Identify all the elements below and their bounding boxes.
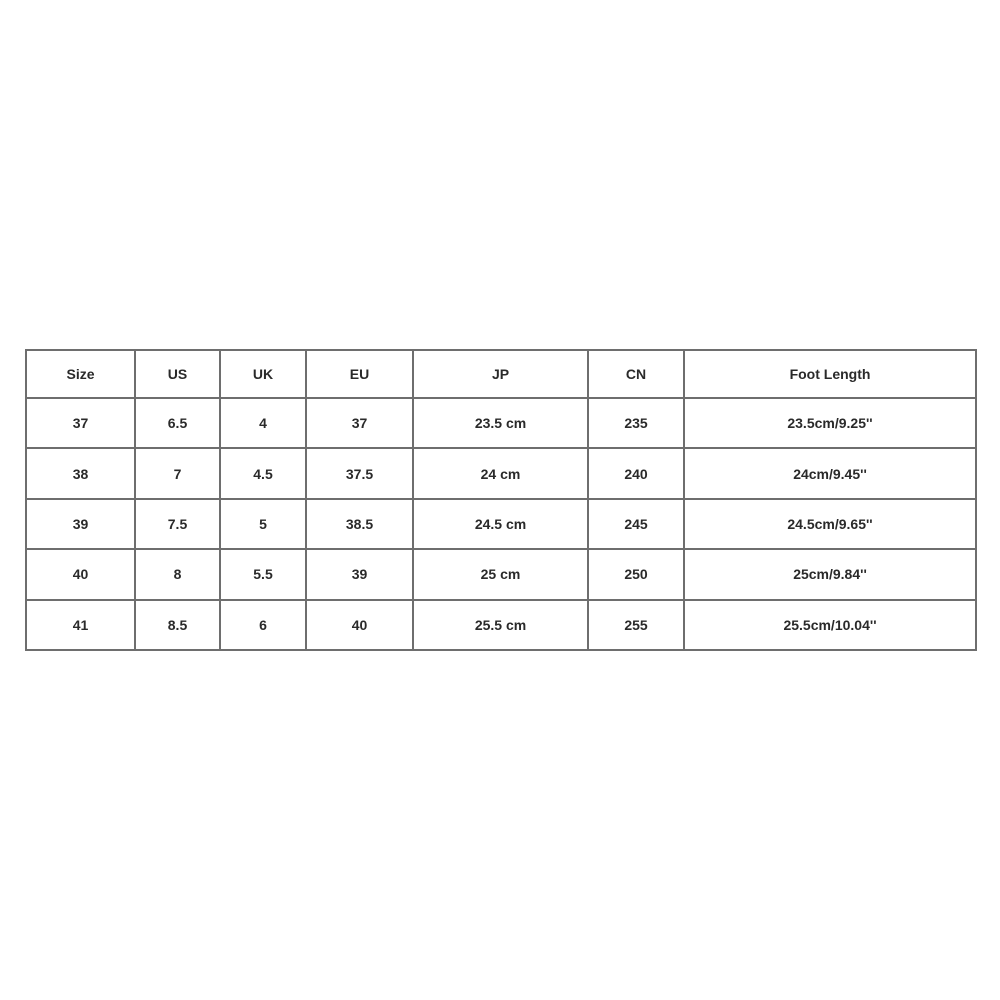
cell-size: 41 [26, 600, 135, 650]
table-row [26, 398, 976, 448]
cell-cn: 255 [588, 600, 684, 650]
table-row [26, 600, 976, 650]
table-row [26, 448, 976, 498]
cell-foot-length: 24cm/9.45'' [684, 448, 976, 498]
header-foot-length: Foot Length [684, 350, 976, 398]
header-row [26, 350, 976, 398]
size-chart-table [25, 349, 977, 651]
cell-us: 8 [135, 549, 220, 599]
cell-uk: 5 [220, 499, 306, 549]
cell-jp: 23.5 cm [413, 398, 588, 448]
cell-uk: 6 [220, 600, 306, 650]
header-cn: CN [588, 350, 684, 398]
cell-eu: 38.5 [306, 499, 413, 549]
cell-us: 7 [135, 448, 220, 498]
cell-size: 37 [26, 398, 135, 448]
cell-size: 40 [26, 549, 135, 599]
cell-foot-length: 23.5cm/9.25'' [684, 398, 976, 448]
cell-cn: 235 [588, 398, 684, 448]
header-us: US [135, 350, 220, 398]
cell-eu: 37.5 [306, 448, 413, 498]
cell-foot-length: 25cm/9.84'' [684, 549, 976, 599]
cell-eu: 39 [306, 549, 413, 599]
header-jp: JP [413, 350, 588, 398]
cell-uk: 5.5 [220, 549, 306, 599]
cell-jp: 24.5 cm [413, 499, 588, 549]
cell-cn: 240 [588, 448, 684, 498]
cell-uk: 4.5 [220, 448, 306, 498]
cell-jp: 24 cm [413, 448, 588, 498]
cell-us: 8.5 [135, 600, 220, 650]
table-row [26, 499, 976, 549]
header-eu: EU [306, 350, 413, 398]
cell-size: 39 [26, 499, 135, 549]
cell-foot-length: 25.5cm/10.04'' [684, 600, 976, 650]
cell-eu: 40 [306, 600, 413, 650]
cell-cn: 245 [588, 499, 684, 549]
cell-jp: 25 cm [413, 549, 588, 599]
cell-jp: 25.5 cm [413, 600, 588, 650]
cell-cn: 250 [588, 549, 684, 599]
cell-us: 7.5 [135, 499, 220, 549]
cell-us: 6.5 [135, 398, 220, 448]
cell-eu: 37 [306, 398, 413, 448]
cell-foot-length: 24.5cm/9.65'' [684, 499, 976, 549]
cell-uk: 4 [220, 398, 306, 448]
table-row [26, 549, 976, 599]
header-size: Size [26, 350, 135, 398]
cell-size: 38 [26, 448, 135, 498]
header-uk: UK [220, 350, 306, 398]
